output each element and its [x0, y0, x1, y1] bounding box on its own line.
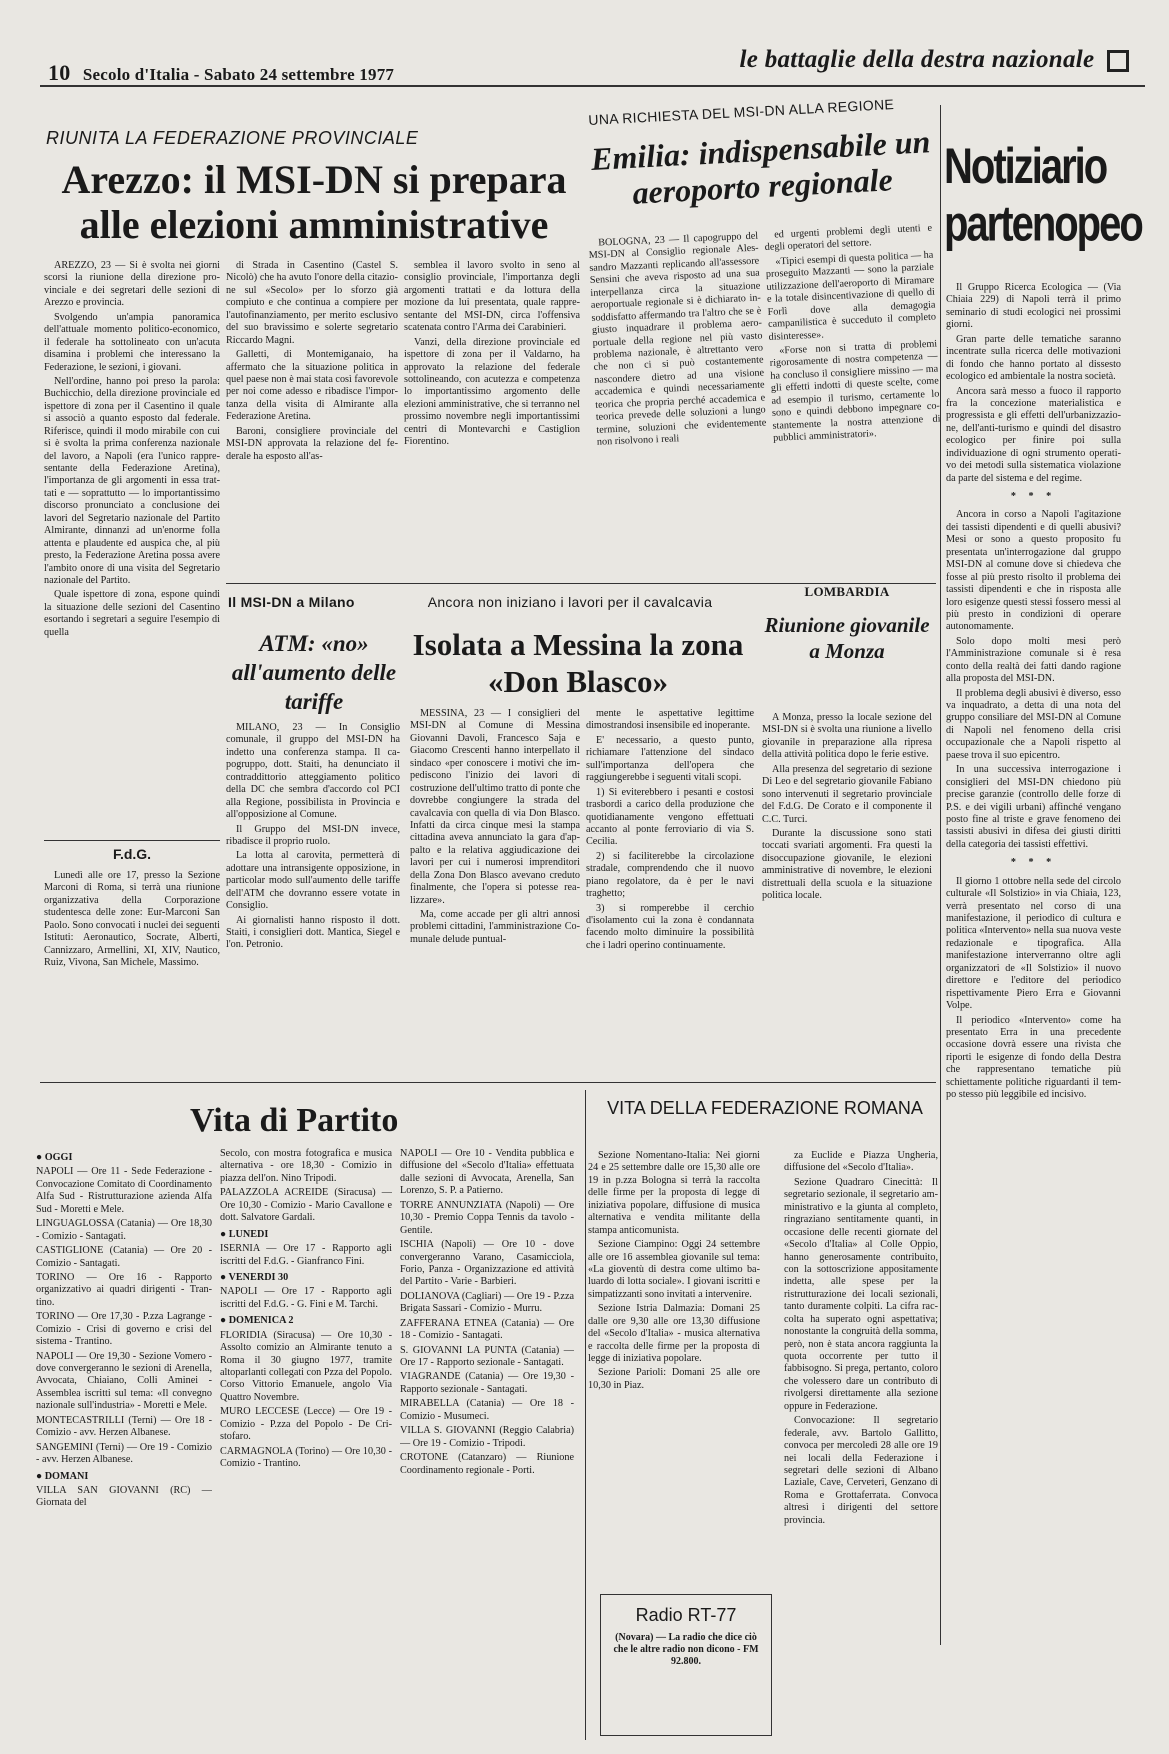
- vita-col3: [400, 1148, 574, 1748]
- article-paragraph: Il periodico «Intervento» come ha presentato Erra in una precedente occasione dovrà essere una rivista che riporti le esigenze di fondo della Destra che rappresentano tematiche più schiettamente politiche riguardanti il tempo stesso più leggibile ed incisivo.: [946, 1014, 1121, 1101]
- article-paragraph: MILANO, 23 — In Consiglio comunale, il gruppo del MSI-DN ha indetto una conferenza stampa. Il capogruppo, dott. Staiti, ha denunciato il contraddittorio atteggiamento politico della DC che sembra d'accordo col PCI alla Regione, possibilista in Provincia e all'opposizione al Comune.: [226, 722, 400, 821]
- day-header: ● OGGI: [36, 1152, 212, 1164]
- atm-kicker: Il MSI-DN a Milano: [228, 594, 355, 610]
- federazione-left-rule: [585, 1090, 586, 1740]
- article-paragraph: 1) Si eviterebbero i pesanti e costosi trasbordi a carico della produzione che quotidianamente vengono effettuati accanto al ponte ferroviario di via S. Cecilia.: [586, 786, 754, 848]
- event-entry: CASTIGLIONE (Catania) — Ore 20 - Comizio - Santagati.: [36, 1245, 212, 1269]
- lombardia-kicker: LOMBARDIA: [804, 584, 890, 599]
- article-paragraph: MESSINA, 23 — I consiglieri del MSI-DN al Comune di Messina Giovanni Davoli, Francesco Saja e Giacomo Crescenti hanno interpellato il sindaco «per conoscere i motivi che impediscono l'inizio dei lavori di costruzione dell'ultimo tratto di ponte che dovrebbe congiungere la strada del cavalcavia con quella di via Don Blasco. Infatti da circa cinque mesi la stampa cittadina aveva annunciato la gara d'appalto e la relativa aggiudicazione dei lavori per cui i numerosi imprenditori della Zona Don Blasco avevano creduto finalmente, che l'opera si potesse realizzare».: [410, 708, 580, 906]
- article-paragraph: Il Gruppo Ricerca Ecologica — (Via Chiaia 229) di Napoli terrà il primo seminario di studi ecologici nei prossimi giorni.: [946, 282, 1121, 331]
- masthead-section: [740, 46, 1130, 74]
- article-paragraph: * * *: [1010, 491, 1057, 502]
- federazione-title: VITA DELLA FEDERAZIONE ROMANA: [607, 1098, 923, 1118]
- event-entry: MONTECASTRILLI (Terni) — Ore 18 - Comizio - avv. Herzen Albanese.: [36, 1414, 212, 1439]
- event-entry: NAPOLI — Ore 10 - Vendita pubblica e diffusione del «Secolo d'Italia» effettuata dalle sezioni di Avvocata, Arenella, San Lorenzo, S. P. a Patierno.: [400, 1148, 574, 1197]
- arezzo-kicker: RIUNITA LA FEDERAZIONE PROVINCIALE: [46, 128, 419, 148]
- notiziario-left-rule: [940, 105, 941, 1645]
- event-entry: TORINO — Ore 16 - Rapporto organizzativo ai quadri dirigenti - Trantino.: [36, 1271, 212, 1308]
- article-paragraph: Il giorno 1 ottobre nella sede del circolo culturale «Il Solstizio» in via Chiaia, 123, verrà presentato nel corso di una manifestazione, il periodico di cultura e politica «Intervento» nella sua nuova veste redazionale e tipografica. Alla manifestazione interverranno oltre agli organizzatori de «Il Solstizio» il nuovo direttore e l'editore del periodico rispettivamente Piero Erra e Giovanni Volpe.: [946, 875, 1121, 1012]
- radio-box: [600, 1594, 772, 1736]
- lombardia-col: [762, 712, 932, 1082]
- section-title: le battaglie della destra nazionale: [739, 46, 1095, 73]
- arezzo-col2: [226, 260, 398, 590]
- emilia-kicker: UNA RICHIESTA DEL MSI-DN ALLA REGIONE: [588, 95, 895, 128]
- article-paragraph: Gran parte delle tematiche saranno incentrate sulla ricerca delle motivazioni di fondo che hanno portato al dissesto ecologico ed ambientale la nostra società.: [946, 333, 1121, 383]
- article-paragraph: A Monza, presso la locale sezione del MSI-DN si è svolta una riunione a livello giovanile in preparazione alla ripresa della attività politica dopo le ferie estive.: [762, 712, 932, 761]
- article-paragraph: AREZZO, 23 — Si è svolta nei giorni scorsi la riunione della direzione provinciale e dei segretari delle sezioni di Arezzo e provincia.: [44, 260, 220, 309]
- event-entry: VILLA S. GIOVANNI (Reggio Calabria) — Ore 19 - Comizio - Tripodi.: [400, 1425, 574, 1449]
- article-paragraph: La lotta al carovita, permetterà di adottare una intransigente opposizione, in particolar modo sull'aumento delle tariffe dell'ATM che dovranno essere votate in Consiglio.: [226, 850, 400, 912]
- day-header: ● LUNEDI: [220, 1229, 392, 1241]
- lower-rule: [40, 1082, 936, 1083]
- article-paragraph: Il Gruppo del MSI-DN invece, ribadisce il proprio ruolo.: [226, 823, 400, 847]
- radio-title: Radio RT-77: [635, 1605, 737, 1625]
- article-paragraph: «Tipici esempi di questa politica — ha proseguito Mazzanti — sono la parziale utilizzazione dell'aeroporto di Miramare e la totale disincentivazione di quello di Forlì dove alla demagogia campanilistica è succeduto il completo disinteresse».: [765, 249, 937, 343]
- notiziario-title: Notiziario partenopeo: [944, 139, 1142, 252]
- event-entry: TORRE ANNUNZIATA (Napoli) — Ore 10,30 - Premio Coppa Tennis da tavolo - Gentile.: [400, 1199, 574, 1236]
- messina-headline: Isolata a Messina la zona «Don Blasco»: [412, 627, 744, 700]
- article-paragraph: Sezione Ciampino: Oggi 24 settembre alle ore 16 assemblea giovanile sul tema: «La gioventù di destra come ultimo baluardo di lotta sociale». I giovani iscritti e simpatizzanti sono invitati a intervenire.: [588, 1239, 760, 1300]
- event-entry: NAPOLI — Ore 19,30 - Sezione Vomero - dove convergeranno le sezioni di Arenella, Avvocata, Chiaiano, Colli Aminei - Assemblea iscritti sul tema: «Il convegno nazionale sull'industria» - Moretti e Mele.: [36, 1350, 212, 1412]
- event-entry: VIAGRANDE (Catania) — Ore 19,30 - Rapporto sezionale - Santagati.: [400, 1371, 574, 1395]
- article-paragraph: BOLOGNA, 23 — Il capogruppo del MSI-DN al Consiglio regionale Alessandro Mazzanti replicando all'assessore Sensini che aveva risposto ad una sua interpellanza circa la situazione aeroportuale regionale si è dichiarato insoddisfatto affermando tra l'altro che se è giusto inquadrare il problema aeroportuale della regione nel più vasto problema nazionale, è altrettanto vero che non ci si può costantemente nascondere dietro ad una visione accademica e quindi necessariamente teorica che propria perché accademica e teorica prevede delle soluzioni a lungo termine, soluzioni che evidentemente non risolvono i reali: [588, 230, 767, 448]
- event-entry: ZAFFERANA ETNEA (Catania) — Ore 18 - Comizio - Santagati.: [400, 1317, 574, 1342]
- article-paragraph: Sezione Nomentano-Italia: Nei giorni 24 e 25 settembre dalle ore 15,30 alle ore 19 in p.zza Bologna si terrà la raccolta delle firme per la proposta di legge di iniziativa popolare, diffusione di musica alternativa e vendita militante della stampa anticomunista.: [588, 1150, 760, 1236]
- article-paragraph: Alla presenza del segretario di sezione Di Leo e del segretario giovanile Fabiano sono intervenuti il segretario provinciale del F.d.G. De Corato e il componente il C.C. Turci.: [762, 763, 932, 825]
- event-entry: SANGEMINI (Terni) — Ore 19 - Comizio - avv. Herzen Albanese.: [36, 1441, 212, 1466]
- vita-col2: [220, 1148, 392, 1748]
- event-entry: CROTONE (Catanzaro) — Riunione Coordinamento regionale - Porti.: [400, 1452, 574, 1476]
- article-paragraph: Sezione Quadraro Cinecittà: Il segretario sezionale, il segretario amministrativo e la giunta al completo, ringraziano sentitamente quanti, in occasione delle recenti giornate del «Secolo d'Italia» al Colle Oppio, hanno generosamente contribuito, con la sottoscrizione appositamente indetta, alle spese per la ristrutturazione dei locali sezionali, tanto duramente colpiti. La cifra raccolta ha superato ogni aspettativa; nonostante la congruità della somma, però, non è stata ancora raggiunta la quota occorrente per tutto il fabbisogno. Si prega, pertanto, coloro che volessero dare un contributo di rivolgersi direttamente alla sezione oppure in Federazione.: [784, 1176, 938, 1412]
- event-entry: MIRABELLA (Catania) — Ore 18 - Comizio - Musumeci.: [400, 1398, 574, 1422]
- event-entry: FLORIDIA (Siracusa) — Ore 10,30 - Assolto comizio an Almirante tenuto a Roma il 30 giugno 1977, tramite altoparlanti collegati con Pzza del Popolo. Corso Vittorio Emanuele, angolo Via Quattro Novembre.: [220, 1329, 392, 1403]
- article-paragraph: Baroni, consigliere provinciale del MSI-DN approvata la relazione del federale ha esposto all'as-: [226, 425, 398, 462]
- article-paragraph: Vanzi, della direzione provinciale ed ispettore di zona per il Valdarno, ha approvato la relazione del federale sottolineando, con acutezza e competenza lo importantissimo argomento delle elezioni amministrative, che si terranno nel prossimo novembre negli importantissimi centri di Montevarchi e Castiglion Fiorentino.: [404, 336, 580, 448]
- article-paragraph: mente le aspettative legittime dimostrandosi insensibile ed inoperante.: [586, 708, 754, 732]
- article-paragraph: di Strada in Casentino (Castel S. Nicolò) che ha avuto l'onore della citazione sul «Secolo» per lo sforzo già compiuto e che continua a compiere per l'autofinanziamento, per merito esclusivo del suo bravissimo e solerte segretario Riccardo Magni.: [226, 260, 398, 346]
- event-entry: VILLA SAN GIOVANNI (RC) — Giornata del: [36, 1484, 212, 1509]
- article-paragraph: 2) si faciliterebbe la circolazione stradale, comprendendo che il nuovo piano regolatore, da è per le navi traghetto;: [586, 850, 754, 900]
- event-entry: S. GIOVANNI LA PUNTA (Catania) — Ore 17 - Rapporto sezionale - Santagati.: [400, 1344, 574, 1368]
- event-entry: PALAZZOLA ACREIDE (Siracusa) — Ore 10,30 - Comizio - Mario Cavallone e dott. Salvatore Gardali.: [220, 1187, 392, 1224]
- emilia-headline: Emilia: indispensabile un aeroporto regionale: [590, 123, 932, 211]
- event-entry: NAPOLI — Ore 17 - Rapporto agli iscritti del F.d.G. - G. Fini e M. Tarchi.: [220, 1286, 392, 1310]
- article-paragraph: Durante la discussione sono stati toccati svariati argomenti. Fra questi la disoccupazione giovanile, le elezioni amministrative di novembre, le elezioni distrettuali della scuola e la situazione politica locale.: [762, 827, 932, 902]
- event-entry: ISCHIA (Napoli) — Ore 10 - dove convergeranno Varano, Casamicciola, Forio, Panza - Organizzazione ed attività del Partito - Varie - Barbieri.: [400, 1239, 574, 1288]
- article-paragraph: Svolgendo un'ampia panoramica dell'attuale momento politico-economico, il federale ha sottolineato con un'acuta disamina i problemi che interessano la Federazione, le sezioni, i giovani.: [44, 311, 220, 373]
- page-number: 10: [48, 60, 71, 85]
- event-entry: ISERNIA — Ore 17 - Rapporto agli iscritti del F.d.G. - Gianfranco Fini.: [220, 1243, 392, 1267]
- article-paragraph: In una successiva interrogazione i consiglieri del MSI-DN chiedono più precise garanzie (controllo delle forze di P.S. e dei vigili urbani) affinché vengano posto fine al triste e grave fenomeno dei tassisti abusivi in difesa dei giusti diritti della categoria dei tassisti effettivi.: [946, 764, 1121, 850]
- atm-col: [226, 722, 400, 1082]
- article-paragraph: Quale ispettore di zona, espone quindi la situazione delle sezioni del Casentino esortando i segretari a seguire l'esempio di quella: [44, 589, 220, 638]
- emilia-col1: [588, 231, 772, 568]
- article-paragraph: ed urgenti problemi degli utenti e degli operatori del settore.: [764, 222, 933, 254]
- notiziario-col: [946, 282, 1121, 1752]
- emilia-col2: [764, 223, 946, 560]
- article-paragraph: Convocazione: Il segretario federale, avv. Bartolo Gallitto, convoca per mercoledì 28 alle ore 19 nei locali della Federazione i segretari delle sezioni di Albano Laziale, Cave, Cerveteri, Genzano di Roma e Grottaferrata. Convoca altresì i dirigenti del settore provincia.: [784, 1415, 938, 1526]
- article-paragraph: Nell'ordine, hanno poi preso la parola: Buchicchio, della direzione provinciale ed ispettore di zona per il Casentino il quale si associò a quanto esposto dal federale. Riferisce, quindi il modo mirabile con cui si è svolta la prima conferenza nazionale del lavoro, a Napoli (era l'unico rappresentante della Federazione Aretina), l'importanza de gli argomenti in essa trattati e — soprattutto — lo importantissimo discorso pronunciato a conclusione dei lavori del Segretario nazionale del Partito Almirante, dinnanzi ad un'enorme folla attenta e plaudente ed auspica che, al più presto, la Federazione Aretina possa avere l'ambito onore di una visita del Segretario nazionale del Partito.: [44, 375, 220, 586]
- article-paragraph: Sezione Parioli: Domani 25 alle ore 10,30 in Piaz.: [588, 1367, 760, 1391]
- fdg-title: F.d.G.: [112, 846, 152, 862]
- day-header: ● DOMANI: [36, 1471, 212, 1483]
- masthead-rule: [40, 85, 1145, 87]
- event-entry: LINGUAGLOSSA (Catania) — Ore 18,30 - Comizio - Santagati.: [36, 1218, 212, 1242]
- messina-kicker: Ancora non iniziano i lavori per il cavalcavia: [427, 594, 713, 610]
- atm-headline: ATM: «no» all'aumento delle tariffe: [231, 631, 397, 714]
- arezzo-col3: [404, 260, 580, 590]
- article-paragraph: E' necessario, a questo punto, richiamare l'attenzione del sindaco sull'importanza dell'opera che raggiungerebbe i seguenti vitali scopi.: [586, 734, 754, 784]
- article-paragraph: Lunedì alle ore 17, presso la Sezione Marconi di Roma, si terrà una riunione organizzativa della Corporazione studentesca delle zone: Eur-Marconi San Paolo. Sono convocati i nuclei dei seguenti Istituti: Aeronautico, Socrate, Alberti, Cannizzaro, Armellini, XI, XIV, Nautico, Ruiz, Vivona, San Michele, Massimo.: [44, 870, 220, 969]
- event-entry: Secolo, con mostra fotografica e musica alternativa - ore 18,30 - Comizio in piazza dell'on. Nino Tripodi.: [220, 1148, 392, 1184]
- article-paragraph: Ma, come accade per gli altri annosi problemi cittadini, l'amministrazione Comunale delude puntual-: [410, 909, 580, 945]
- article-paragraph: Sezione Istria Dalmazia: Domani 25 dalle ore 9,30 alle ore 13,30 diffusione del «Secolo d'Italia» - musica alternativa e raccolta delle firme per la proposta di legge di iniziativa popolare.: [588, 1303, 760, 1364]
- event-entry: NAPOLI — Ore 11 - Sede Federazione - Convocazione Comitato di Coordinamento Alfa Sud - Ristrutturazione azienda Alfa Sud - Moretti e Mele.: [36, 1166, 212, 1215]
- messina-col1: [410, 708, 580, 1088]
- article-paragraph: Ancora sarà messo a fuoco il rapporto fra la concezione materialistica e progressista e gli effetti dell'urbanizzazione, dell'anti-turismo e quindi del disastro ecologico per finire poi sulla individuazione di ogni strumento operativo dei metodi sulla sistematica violazione da parte del sistema e del regime.: [946, 385, 1121, 484]
- article-paragraph: «Forse non si tratta di problemi rigorosamente di nostra competenza — ha concluso il consigliere missino — ma gli effetti indotti di queste scelte, come ad esempio il turismo, certamente lo sono e quindi debbono impegnare costantemente la nostra attenzione di pubblici amministratori».: [769, 338, 941, 444]
- article-paragraph: semblea il lavoro svolto in seno al consiglio provinciale, l'importanza degli argomenti trattati e da lottura della mozione da lui presentata, quale rappresentante del MSI-DN, circa l'offensiva scatenata contro l'Arma dei Carabinieri.: [404, 260, 580, 334]
- article-paragraph: Il problema degli abusivi è diverso, esso va inquadrato, a detta di una nota del gruppo consiliare del MSI-DN al Comune di Napoli nel fenomeno della crisi occupazionale che a Napoli rispetto al paese trova il suo epicentro.: [946, 687, 1121, 761]
- vita-title: Vita di Partito: [190, 1102, 399, 1139]
- fdg-col: [44, 870, 220, 1070]
- article-paragraph: Galletti, di Montemiganaio, ha affermato che la situazione politica in quel paese non è mai stata così favorevole per noi come adesso e ribadisce l'importanza della visita di Almirante alla Federazione Aretina.: [226, 349, 398, 423]
- lombardia-headline: Riunione giovanile a Monza: [764, 613, 930, 664]
- radio-text: (Novara) — La radio che dice ciò che le altre radio non dicono - FM 92.800.: [613, 1632, 759, 1668]
- messina-col2: [586, 708, 754, 1088]
- fdg-rule: [44, 840, 220, 841]
- article-paragraph: 3) si romperebbe il cerchio d'isolamento cui la zona è condannata facendo molto diminuire la possibilità che i ladri operino continuamente.: [586, 902, 754, 951]
- article-paragraph: Solo dopo molti mesi però l'Amministrazione comunale si è resa conto della realtà dei fatti dando ragione alla proposta del MSI-DN.: [946, 635, 1121, 685]
- event-entry: MURO LECCESE (Lecce) — Ore 19 - Comizio - P.zza del Popolo - De Cristofaro.: [220, 1406, 392, 1443]
- arezzo-headline: Arezzo: il MSI-DN si prepara alle elezioni amministrative: [61, 157, 567, 247]
- day-header: ● DOMENICA 2: [220, 1315, 392, 1327]
- vita-col1: [36, 1148, 212, 1748]
- event-entry: CARMAGNOLA (Torino) — Ore 10,30 - Comizio - Trantino.: [220, 1445, 392, 1470]
- article-paragraph: Ai giornalisti hanno risposto il dott. Staiti, i consiglieri dott. Mantica, Siegel e l'on. Petronio.: [226, 914, 400, 951]
- day-header: ● VENERDI 30: [220, 1272, 392, 1284]
- event-entry: DOLIANOVA (Cagliari) — Ore 19 - P.zza Brigata Sassari - Comizio - Murru.: [400, 1290, 574, 1315]
- federazione-col1: [588, 1150, 760, 1580]
- section-logo-icon: [1107, 50, 1129, 72]
- paper-line: Secolo d'Italia - Sabato 24 settembre 1977: [82, 65, 395, 84]
- article-paragraph: za Euclide e Piazza Ungheria, diffusione del «Secolo d'Italia».: [784, 1150, 938, 1174]
- article-paragraph: * * *: [1010, 857, 1057, 869]
- arezzo-col1: [44, 260, 220, 850]
- federazione-col2: [784, 1150, 938, 1750]
- masthead-left: [48, 60, 394, 86]
- event-entry: TORINO — Ore 17,30 - P.zza Lagrange - Comizio - Crisi di governo e crisi del sistema - Trantino.: [36, 1311, 212, 1348]
- article-paragraph: Ancora in corso a Napoli l'agitazione dei tassisti dipendenti e di quelli abusivi? Mesi or sono a questo proposito fu presentata un'interrogazione dal gruppo MSI-DN al comune dove si chiedeva che fosse al più presto risolto il problema dei tassisti dipendenti e che in risposta alle loro esigenze questi stessi fossero messi al più presto in condizioni di operare autonomamente.: [946, 509, 1121, 633]
